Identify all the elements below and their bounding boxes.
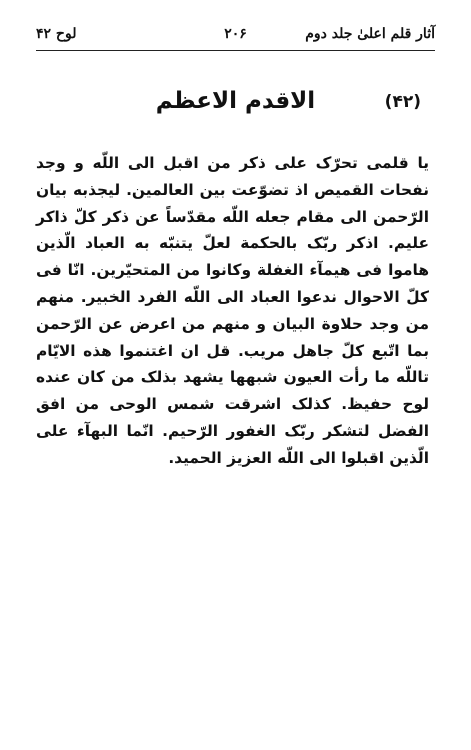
tablet-heading — [36, 88, 435, 124]
body-paragraph: يا قلمى تحرّک على ذکر من اقبل الى اللّه و وجد نفحات القميص اذ تضوّعت بين العالمين. ليجذبه بيان الرّحمن الى مقام جعله اللّه مقدّساً عن ذکر کلّ ذاکر عليم. اذکر ربّک بالحکمة لعلّ يتنبّه به العباد الّذين هاموا فى هيمآء الغفلة وکانوا من المتحيّرين. انّا فى کلّ الاحوال ندعوا العباد الى اللّه الفرد الخبير. منهم من وجد حلاوة البيان و منهم من اعرض عن الرّحمن بما اتّبع کلّ جاهل مريب. قل ان اغتنموا هذه الايّام تاللّه ما رأت العيون شبهها يشهد بذلک من کان عنده لوح حفيظ. کذلک اشرقت شمس الوحى من افق الفضل لتشکر ربّک الغفور الرّحيم. انّما البهآء على الّذين اقبلوا الى اللّه العزيز الحميد. — [36, 154, 429, 467]
tablet-title: الاقدم الاعظم — [155, 88, 316, 114]
header-divider — [36, 50, 435, 51]
running-header — [36, 26, 435, 48]
tablet-number: (۴۲) — [384, 92, 421, 112]
tablet-reference: لوح ۴۲ — [36, 26, 77, 42]
book-title: آثار قلم اعلیٰ جلد دوم — [305, 26, 435, 42]
page-number: ۲۰۶ — [224, 26, 247, 42]
